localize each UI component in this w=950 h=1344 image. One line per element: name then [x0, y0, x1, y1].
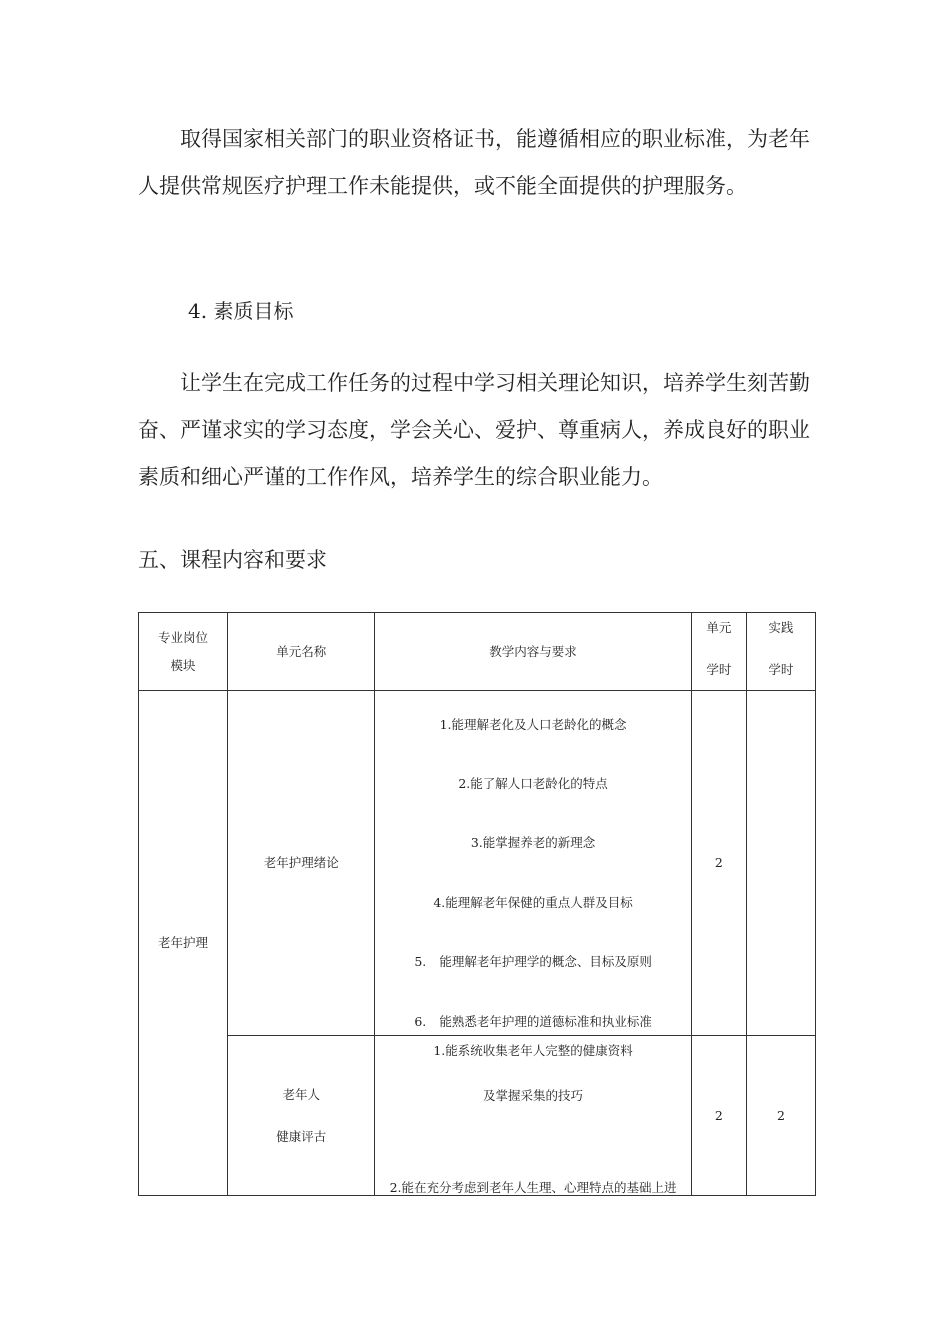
intro-paragraph: 取得国家相关部门的职业资格证书，能遵循相应的职业标准，为老年人提供常规医疗护理工作未能提供，或不能全面提供的护理服务。 — [138, 127, 810, 198]
content-item: 2.能在充分考虑到老年人生理、心理特点的基础上进 — [389, 1180, 677, 1196]
content-item: 4.能理解老年保健的重点人群及目标 — [433, 894, 633, 910]
content-item-number: 5. — [414, 953, 427, 969]
content-cell — [375, 691, 691, 1036]
content-item-number: 6. — [414, 1014, 427, 1030]
unit-name-cell — [228, 1036, 375, 1196]
header-unit-hours — [691, 613, 746, 691]
practice-hours-cell: 2 — [746, 1036, 815, 1196]
content-item — [381, 932, 684, 991]
header-content: 教学内容与要求 — [375, 613, 691, 691]
content-item: 1.能理解老化及人口老龄化的概念 — [439, 716, 627, 732]
unit-name-cell: 老年护理绪论 — [228, 691, 375, 1036]
content-cell — [375, 1036, 691, 1196]
table-header-row — [139, 613, 816, 691]
practice-hours-cell — [746, 691, 815, 1036]
header-module-line1: 专业岗位 — [158, 629, 209, 645]
header-module-line2: 模块 — [170, 657, 196, 673]
header-module — [139, 613, 228, 691]
unit-name-line1: 老年人 — [282, 1086, 320, 1102]
header-practice-hours-line2: 学时 — [768, 662, 794, 677]
table-row — [139, 691, 816, 1036]
header-unit-hours-line2: 学时 — [706, 662, 732, 677]
content-item: 2.能了解人口老龄化的特点 — [458, 775, 608, 791]
quality-goal-heading: 4. 素质目标 — [188, 299, 294, 323]
unit-hours-cell: 2 — [691, 691, 746, 1036]
unit-name-line2: 健康评古 — [276, 1128, 327, 1144]
table-row — [139, 1036, 816, 1196]
header-practice-hours — [746, 613, 815, 691]
header-unit-hours-line1: 单元 — [706, 620, 732, 635]
section-heading: 五、课程内容和要求 — [138, 548, 327, 572]
module-cell: 老年护理 — [139, 691, 228, 1196]
content-item: 1.能系统收集老年人完整的健康资料 — [433, 1043, 633, 1059]
header-unit-name: 单元名称 — [228, 613, 375, 691]
quality-goal-paragraph: 让学生在完成工作任务的过程中学习相关理论知识，培养学生刻苦勤奋、严谨求实的学习态度，学会关心、爱护、尊重病人，养成良好的职业素质和细心严谨的工作作风，培养学生的综合职业能力。 — [138, 371, 810, 489]
content-item: 3.能掌握养老的新理念 — [470, 835, 596, 851]
unit-hours-cell: 2 — [691, 1036, 746, 1196]
content-item-text: 能理解老年护理学的概念、目标及原则 — [439, 953, 652, 969]
course-content-table — [138, 612, 816, 1196]
content-item-text: 能熟悉老年护理的道德标准和执业标准 — [439, 1014, 652, 1030]
content-item — [381, 991, 684, 1031]
header-practice-hours-line1: 实践 — [768, 620, 794, 635]
content-item: 及掌握采集的技巧 — [483, 1087, 584, 1103]
